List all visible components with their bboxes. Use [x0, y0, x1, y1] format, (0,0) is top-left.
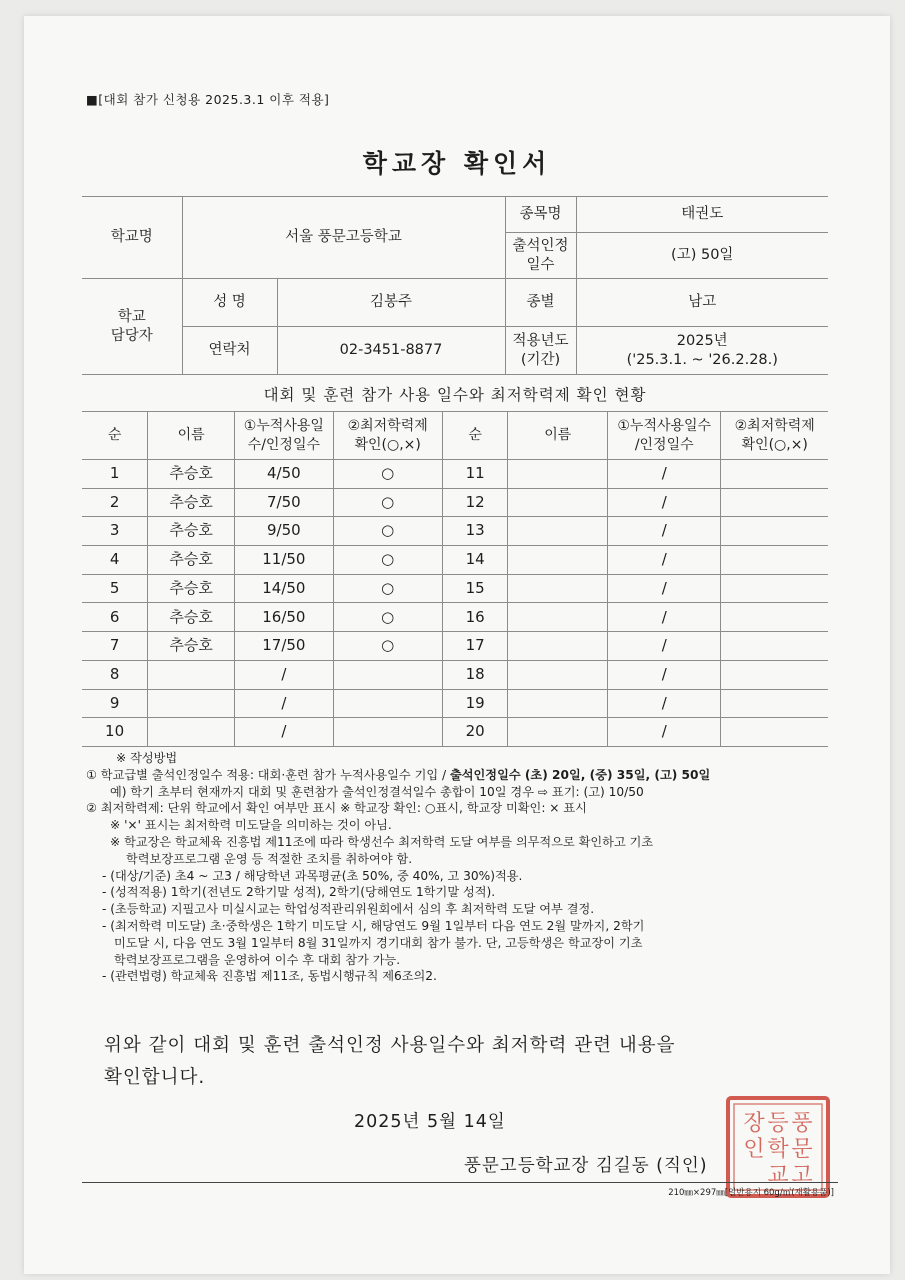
- paper-spec: 210㎜×297㎜[일반용지 60g/㎡(재활용품)]: [668, 1188, 834, 1198]
- cell-l-check: ○: [333, 460, 442, 489]
- cell-r-days: /: [608, 632, 721, 661]
- category-value: 남고: [576, 279, 828, 327]
- cell-r-check: [721, 632, 828, 661]
- closing-line-1: 위와 같이 대회 및 훈련 출석인정 사용일수와 최저학력 관련 내용을: [104, 1035, 676, 1056]
- note-4-cont: 학력보장프로그램 운영 등 적절한 조치를 취하여야 함.: [126, 851, 413, 866]
- cell-r-days: /: [608, 488, 721, 517]
- cell-l-check: [333, 660, 442, 689]
- cell-l-no: 2: [82, 488, 148, 517]
- note-8: - (최저학력 미도달) 초·중학생은 1학기 미도달 시, 해당연도 9월 1일부터 다음 연도 2월 말까지, 2학기: [102, 918, 645, 933]
- cell-l-days: 17/50: [235, 632, 334, 661]
- attendance-value: (고) 50일: [576, 233, 828, 279]
- cell-r-check: [721, 460, 828, 489]
- note-4: ※ 학교장은 학교체육 진흥법 제11조에 따라 학생선수 최저학력 도달 여부를 의무적으로 확인하고 기초: [110, 834, 654, 849]
- cell-l-check: ○: [333, 574, 442, 603]
- header-days: ①누적사용일 수/인정일수: [235, 412, 334, 460]
- note-8-cont-2: 학력보장프로그램을 운영하여 이수 후 대회 참가 가능.: [114, 952, 401, 967]
- closing-line-2: 확인합니다.: [104, 1067, 206, 1088]
- table-row: [82, 603, 828, 632]
- cell-l-check: [333, 718, 442, 747]
- name-value: 김봉주: [277, 279, 505, 327]
- cell-l-check: ○: [333, 603, 442, 632]
- name-label: 성 명: [182, 279, 277, 327]
- cell-r-days: /: [608, 718, 721, 747]
- cell-l-no: 9: [82, 689, 148, 718]
- cell-r-days: /: [608, 574, 721, 603]
- cell-r-check: [721, 603, 828, 632]
- contact-value: 02-3451-8877: [277, 327, 505, 375]
- svg-text:문: 문: [791, 1137, 813, 1162]
- table-row: [82, 632, 828, 661]
- sport-label: 종목명: [505, 197, 576, 233]
- cell-l-name: 추승호: [148, 517, 235, 546]
- note-1-example: 예) 학기 초부터 현재까지 대회 및 훈련참가 출석인정결석일수 총합이 10일 경우 ⇨ 표기: (고) 10/50: [110, 784, 644, 799]
- svg-text:등: 등: [767, 1111, 789, 1136]
- header-seq: 순: [82, 412, 148, 460]
- note-2: ② 최저학력제: 단위 학교에서 확인 여부만 표시 ※ 학교장 확인: ○표시, 학교장 미확인: × 표시: [86, 801, 587, 816]
- cell-r-check: [721, 546, 828, 575]
- table-row: [82, 689, 828, 718]
- year-label: 적용년도 (기간): [505, 327, 576, 375]
- cell-l-days: 14/50: [235, 574, 334, 603]
- cell-l-no: 8: [82, 660, 148, 689]
- school-value: 서울 풍문고등학교: [182, 197, 505, 279]
- cell-l-no: 7: [82, 632, 148, 661]
- cell-l-no: 3: [82, 517, 148, 546]
- manager-label: 학교 담당자: [82, 279, 182, 375]
- cell-r-name: [508, 488, 608, 517]
- cell-r-no: 14: [442, 546, 508, 575]
- cell-l-check: ○: [333, 488, 442, 517]
- cell-r-no: 20: [442, 718, 508, 747]
- year-value: 2025년 ('25.3.1. ~ '26.2.28.): [576, 327, 828, 375]
- cell-l-name: 추승호: [148, 460, 235, 489]
- table-row: [82, 517, 828, 546]
- cell-l-days: /: [235, 718, 334, 747]
- school-label: 학교명: [82, 197, 182, 279]
- cell-l-check: ○: [333, 546, 442, 575]
- header-name: 이름: [148, 412, 235, 460]
- issue-date: 2025년 5월 14일: [354, 1112, 506, 1132]
- cell-l-name: [148, 718, 235, 747]
- cell-r-name: [508, 689, 608, 718]
- cell-l-no: 10: [82, 718, 148, 747]
- cell-r-no: 15: [442, 574, 508, 603]
- note-6: - (성적적용) 1학기(전년도 2학기말 성적), 2학기(당해연도 1학기말 성적).: [102, 885, 496, 900]
- cell-l-days: 4/50: [235, 460, 334, 489]
- svg-text:인: 인: [743, 1137, 765, 1162]
- table-row: [82, 718, 828, 747]
- cell-r-check: [721, 517, 828, 546]
- info-table: [82, 196, 828, 375]
- cell-l-name: [148, 689, 235, 718]
- svg-text:교: 교: [767, 1163, 789, 1188]
- cell-r-days: /: [608, 517, 721, 546]
- cell-r-name: [508, 517, 608, 546]
- cell-r-name: [508, 660, 608, 689]
- cell-l-days: 11/50: [235, 546, 334, 575]
- header-seq-right: 순: [442, 412, 508, 460]
- cell-r-days: /: [608, 660, 721, 689]
- cell-r-no: 11: [442, 460, 508, 489]
- cell-r-days: /: [608, 460, 721, 489]
- table-row: [82, 660, 828, 689]
- cell-l-check: ○: [333, 517, 442, 546]
- svg-text:고: 고: [791, 1163, 813, 1188]
- page-title: 학교장 확인서: [362, 149, 552, 178]
- instructions: [86, 750, 846, 985]
- cell-r-no: 17: [442, 632, 508, 661]
- cell-r-no: 18: [442, 660, 508, 689]
- cell-l-days: 9/50: [235, 517, 334, 546]
- cell-r-days: /: [608, 603, 721, 632]
- svg-text:장: 장: [743, 1111, 765, 1136]
- cell-l-check: ○: [333, 632, 442, 661]
- header-days-right: ①누적사용일수 /인정일수: [608, 412, 721, 460]
- note-7: - (초등학교) 지필고사 미실시교는 학업성적관리위원회에서 심의 후 최저학력 도달 여부 결정.: [102, 902, 595, 917]
- cell-r-name: [508, 460, 608, 489]
- header-name-right: 이름: [508, 412, 608, 460]
- cell-r-no: 16: [442, 603, 508, 632]
- table-row: [82, 488, 828, 517]
- svg-text:학: 학: [767, 1137, 789, 1162]
- cell-l-name: [148, 660, 235, 689]
- sport-value: 태권도: [576, 197, 828, 233]
- cell-r-days: /: [608, 689, 721, 718]
- cell-l-name: 추승호: [148, 603, 235, 632]
- cell-l-no: 6: [82, 603, 148, 632]
- cell-l-days: /: [235, 689, 334, 718]
- closing-statement: [104, 1030, 675, 1094]
- application-note: ■[대회 참가 신청용 2025.3.1 이후 적용]: [86, 92, 330, 107]
- cell-l-no: 4: [82, 546, 148, 575]
- cell-l-name: 추승호: [148, 546, 235, 575]
- cell-l-check: [333, 689, 442, 718]
- cell-l-days: 16/50: [235, 603, 334, 632]
- roster-table: [82, 411, 828, 747]
- signer-line: 풍문고등학교장 김길동 (직인): [464, 1156, 708, 1176]
- note-5: - (대상/기준) 초4 ~ 고3 / 해당학년 과목평균(초 50%, 중 40%, 고 30%)적용.: [102, 868, 523, 883]
- svg-text:풍: 풍: [791, 1111, 813, 1136]
- cell-r-name: [508, 574, 608, 603]
- bottom-divider: [82, 1182, 838, 1183]
- cell-r-name: [508, 632, 608, 661]
- note-1: ① 학교급별 출석인정일수 적용: 대회·훈련 참가 누적사용일수 기입 / 출석인정일수 (초) 20일, (중) 35일, (고) 50일: [86, 767, 711, 782]
- attendance-label: 출석인정 일수: [505, 233, 576, 279]
- table-row: [82, 574, 828, 603]
- note-9: - (관련법령) 학교체육 진흥법 제11조, 동법시행규칙 제6조의2.: [102, 969, 437, 984]
- section-title: 대회 및 훈련 참가 사용 일수와 최저학력제 확인 현황: [263, 386, 647, 404]
- cell-l-name: 추승호: [148, 632, 235, 661]
- cell-r-name: [508, 603, 608, 632]
- cell-l-no: 5: [82, 574, 148, 603]
- cell-l-name: 추승호: [148, 574, 235, 603]
- cell-r-check: [721, 488, 828, 517]
- cell-r-no: 13: [442, 517, 508, 546]
- note-8-cont-1: 미도달 시, 다음 연도 3월 1일부터 8월 31일까지 경기대회 참가 불가. 단, 고등학생은 학교장이 기초: [114, 935, 643, 950]
- table-row: [82, 460, 828, 489]
- table-row: [82, 546, 828, 575]
- contact-label: 연락처: [182, 327, 277, 375]
- header-grade-right: ②최저학력제 확인(○,×): [721, 412, 828, 460]
- note-3: ※ '×' 표시는 최저학력 미도달을 의미하는 것이 아님.: [110, 818, 392, 833]
- cell-l-days: 7/50: [235, 488, 334, 517]
- cell-r-check: [721, 718, 828, 747]
- document-page: [24, 16, 890, 1274]
- cell-r-name: [508, 718, 608, 747]
- cell-r-no: 12: [442, 488, 508, 517]
- official-seal: [724, 1094, 832, 1200]
- cell-l-days: /: [235, 660, 334, 689]
- cell-r-check: [721, 689, 828, 718]
- cell-r-days: /: [608, 546, 721, 575]
- cell-r-name: [508, 546, 608, 575]
- notes-heading: ※ 작성방법: [116, 751, 178, 765]
- cell-l-name: 추승호: [148, 488, 235, 517]
- cell-l-no: 1: [82, 460, 148, 489]
- cell-r-check: [721, 574, 828, 603]
- header-grade: ②최저학력제 확인(○,×): [333, 412, 442, 460]
- category-label: 종별: [505, 279, 576, 327]
- cell-r-check: [721, 660, 828, 689]
- cell-r-no: 19: [442, 689, 508, 718]
